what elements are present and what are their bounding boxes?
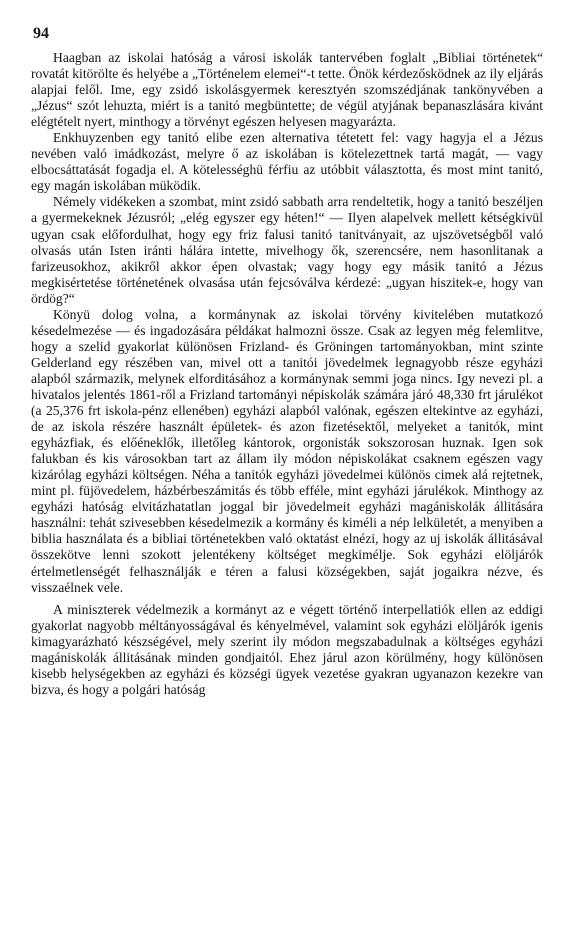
paragraph: A miniszterek védelmezik a kormányt az e végett történő interpellatiók ellen az eddigi gyakorlat nagyobb méltányosságával és kényelmével, valamint sok egyházi elöljárók igenis kimagyarázható készségével, mely szerint ily módon megszabadulnak a költséges egyházi magániskolák állitásának minden gondjaitól. Ehez járul azon körülmény, hogy különösen kisebb helységekben az egyházi és községi ügyek vezetése gyakran ugyanazon kezekre van bizva, és hogy a polgári hatóság	[31, 601, 543, 697]
page-number: 94	[33, 25, 49, 42]
body-text	[31, 50, 543, 698]
paragraph: Könyü dolog volna, a kormánynak az iskolai törvény kivitelében mutatkozó késedelmezése — és ingadozására példákat halmozni össze. Csak az legyen még felemlitve, hogy a szelid gyakorlat különösen Frizland- és Gröningen tartományokban, mint szinte Gelderland egy részében van, mivel ott a tanitói jövedelmek legnagyobb része egyházi alapból származik, melynek elforditásához a kormánynak semmi joga nincs. Igy nevezi pl. a hivatalos jelentés 1861-ről a Frizland tartományi népiskolák számára járó 48,330 frt járulékot (a 25,376 frt iskola-pénz ellenében) egyházi alapból valónak, egészen eltekintve az egyházi, de az iskola részére használt épületek- és azon fizetésektől, melyeket a tanitók, mint egyházfiak, és előéneklők, illetőleg kántorok, orgonisták sokszorosan huznak. Igen sok falukban és kis városokban tart az állam ily módon népiskolákat csaknem egészen vagy kizárólag egyházi költségen. Néha a tanitók egyházi jövedelmei különös cimek alá rejtetnek, mint pl. füjövedelem, házbérbeszámitás és több efféle, mint egyházi járulékok. Minthogy az egyházi hatóság elvitázhatatlan joggal bir jövedelmeit egyházi magániskolák állitására használni: tehát szivesebben késedelmezik a kormány és kiméli a nép lelkületét, a menyiben a biblia használata és a bibliai történetekben való oktatást elnézi, hogy az uj iskolák állitásával összekötve lenni szokott jelentékeny költséget megkimélje. Sok egyházi elöljárók értelmetlenségét felhasználják e téren a falusi községekben, saját jogaikra nézve, és visszaélnek vele.	[31, 306, 543, 595]
paragraph: Haagban az iskolai hatóság a városi iskolák tantervében foglalt „Bibliai történetek“ rovatát kitörölte és helyébe a „Történelem elemei“-t tette. Önök kérdezősködnek az ily eljárás alapjai felől. Ime, egy zsidó iskolásgyermek keresztyén szomszédjának tankönyvében a „Jézus“ szót lehuzta, miért is a tanitó megbüntette; de végül atyjának bepanaszlására kivánt elégtételt nyert, minthogy a törvényt egészen helyesen magyarázta.	[31, 50, 543, 130]
paragraph: Enkhuyzenben egy tanitó elibe ezen alternativa tétetett fel: vagy hagyja el a Jézus nevében való imádkozást, melyre ő az iskolában is kötelezettnek tartá magát, — vagy elbocsáttatását fogadja el. A kötelességhü férfiu az utóbbit választotta, és most mint tanitó, egy magán iskolában müködik.	[31, 130, 543, 194]
paragraph: Némely vidékeken a szombat, mint zsidó sabbath arra rendeltetik, hogy a tanitó beszéljen a gyermekeknek Jézusról; „elég egyszer egy héten!“ — Ilyen alapelvek mellett kétségkivül ugyan csak előfordulhat, hogy egy friz falusi tanitó tanitványait, az ujszövetségből való olvasás után Isten iránti hálára intette, mivelhogy ők, szerencsére, nem hasonlitanak a farizeusokhoz, akikről akkor épen olvastak; vagy hogy egy másik tanitó a Jézus megkisértetése történetének olvasása után fejcsóválva kérdezé: „ugyan hiszitek-e, hogy van ördög?“	[31, 194, 543, 306]
